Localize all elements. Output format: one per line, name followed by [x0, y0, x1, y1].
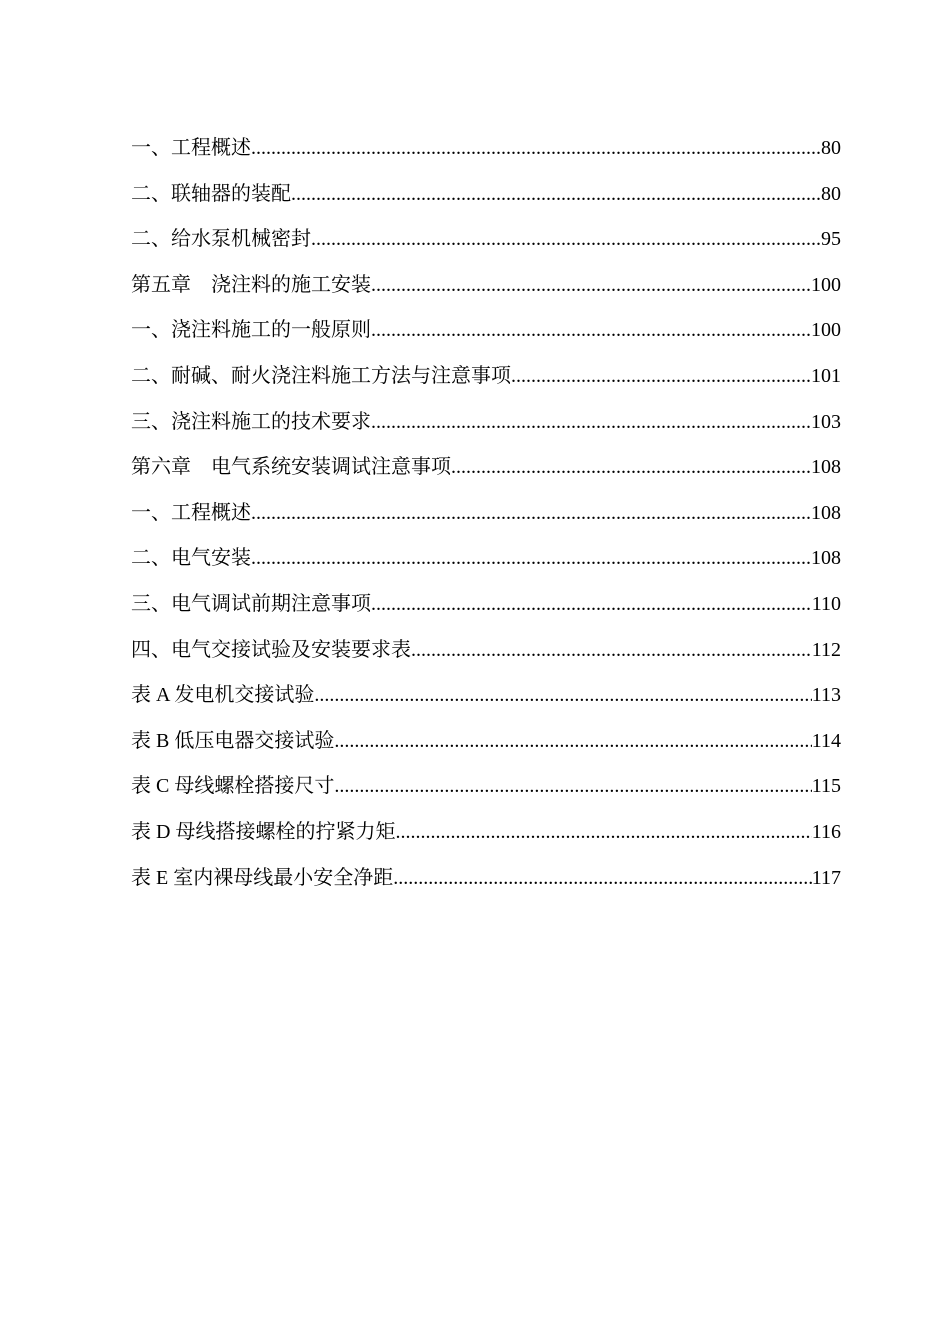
- toc-entry-page: 80: [821, 182, 841, 205]
- toc-entry-4[interactable]: [131, 263, 841, 309]
- toc-entry-1[interactable]: [131, 126, 841, 172]
- toc-entry-14[interactable]: [131, 719, 841, 765]
- toc-dot-leader: [251, 536, 811, 582]
- toc-entry-page: 110: [811, 592, 841, 615]
- toc-entry-page: 108: [811, 547, 841, 570]
- toc-dot-leader: [314, 673, 811, 719]
- toc-entry-title: 二、耐碱、耐火浇注料施工方法与注意事项: [131, 364, 511, 387]
- toc-entry-title: 一、工程概述: [131, 501, 251, 524]
- toc-entry-title: 表 C 母线螺栓搭接尺寸: [131, 775, 335, 798]
- toc-entry-page: 115: [811, 775, 841, 798]
- toc-entry-page: 116: [811, 820, 841, 843]
- toc-dot-leader: [371, 582, 812, 628]
- toc-entry-3[interactable]: [131, 217, 841, 263]
- toc-entry-13[interactable]: [131, 673, 841, 719]
- toc-entry-15[interactable]: [131, 764, 841, 810]
- toc-entry-11[interactable]: [131, 582, 841, 628]
- toc-dot-leader: [395, 810, 811, 856]
- toc-entry-2[interactable]: [131, 172, 841, 218]
- toc-dot-leader: [291, 172, 821, 218]
- toc-entry-title: 表 B 低压电器交接试验: [131, 729, 335, 752]
- toc-entry-title: 三、电气调试前期注意事项: [131, 592, 371, 615]
- toc-entry-title: 三、浇注料施工的技术要求: [131, 410, 371, 433]
- toc-entry-page: 108: [811, 501, 841, 524]
- toc-entry-page: 117: [811, 866, 841, 889]
- toc-entry-page: 114: [811, 729, 841, 752]
- toc-dot-leader: [334, 764, 811, 810]
- toc-entry-title: 表 D 母线搭接螺栓的拧紧力矩: [131, 820, 396, 843]
- toc-entry-title: 一、浇注料施工的一般原则: [131, 319, 371, 342]
- toc-entry-17[interactable]: [131, 856, 841, 902]
- toc-entry-10[interactable]: [131, 536, 841, 582]
- toc-dot-leader: [393, 856, 812, 902]
- toc-dot-leader: [411, 628, 812, 674]
- toc-dot-leader: [511, 354, 811, 400]
- table-of-contents: [131, 126, 841, 901]
- toc-dot-leader: [451, 445, 811, 491]
- toc-dot-leader: [334, 719, 811, 765]
- toc-entry-16[interactable]: [131, 810, 841, 856]
- toc-entry-page: 103: [811, 410, 841, 433]
- toc-entry-title: 第五章 浇注料的施工安装: [131, 273, 371, 296]
- toc-entry-page: 80: [821, 137, 841, 159]
- toc-entry-title: 二、给水泵机械密封: [131, 228, 311, 251]
- toc-entry-title: 四、电气交接试验及安装要求表: [131, 638, 411, 661]
- toc-dot-leader: [251, 126, 821, 172]
- toc-entry-title: 表 E 室内裸母线最小安全净距: [131, 866, 394, 889]
- toc-dot-leader: [251, 491, 811, 537]
- toc-entry-page: 95: [821, 228, 841, 251]
- toc-entry-page: 100: [811, 319, 841, 342]
- toc-entry-page: 112: [811, 638, 841, 661]
- toc-entry-page: 101: [811, 364, 841, 387]
- toc-entry-title: 二、联轴器的装配: [131, 182, 291, 205]
- toc-entry-title: 二、电气安装: [131, 547, 251, 570]
- toc-entry-6[interactable]: [131, 354, 841, 400]
- toc-dot-leader: [371, 308, 811, 354]
- toc-entry-page: 108: [811, 456, 841, 479]
- toc-dot-leader: [371, 400, 811, 446]
- toc-dot-leader: [311, 217, 821, 263]
- toc-entry-page: 100: [811, 273, 841, 296]
- toc-entry-5[interactable]: [131, 308, 841, 354]
- toc-entry-7[interactable]: [131, 400, 841, 446]
- toc-entry-page: 113: [811, 684, 841, 707]
- toc-entry-8[interactable]: [131, 445, 841, 491]
- toc-entry-9[interactable]: [131, 491, 841, 537]
- toc-entry-title: 第六章 电气系统安装调试注意事项: [131, 456, 451, 479]
- toc-entry-title: 一、工程概述: [131, 137, 251, 159]
- toc-entry-title: 表 A 发电机交接试验: [131, 684, 315, 707]
- toc-entry-12[interactable]: [131, 628, 841, 674]
- toc-dot-leader: [371, 263, 811, 309]
